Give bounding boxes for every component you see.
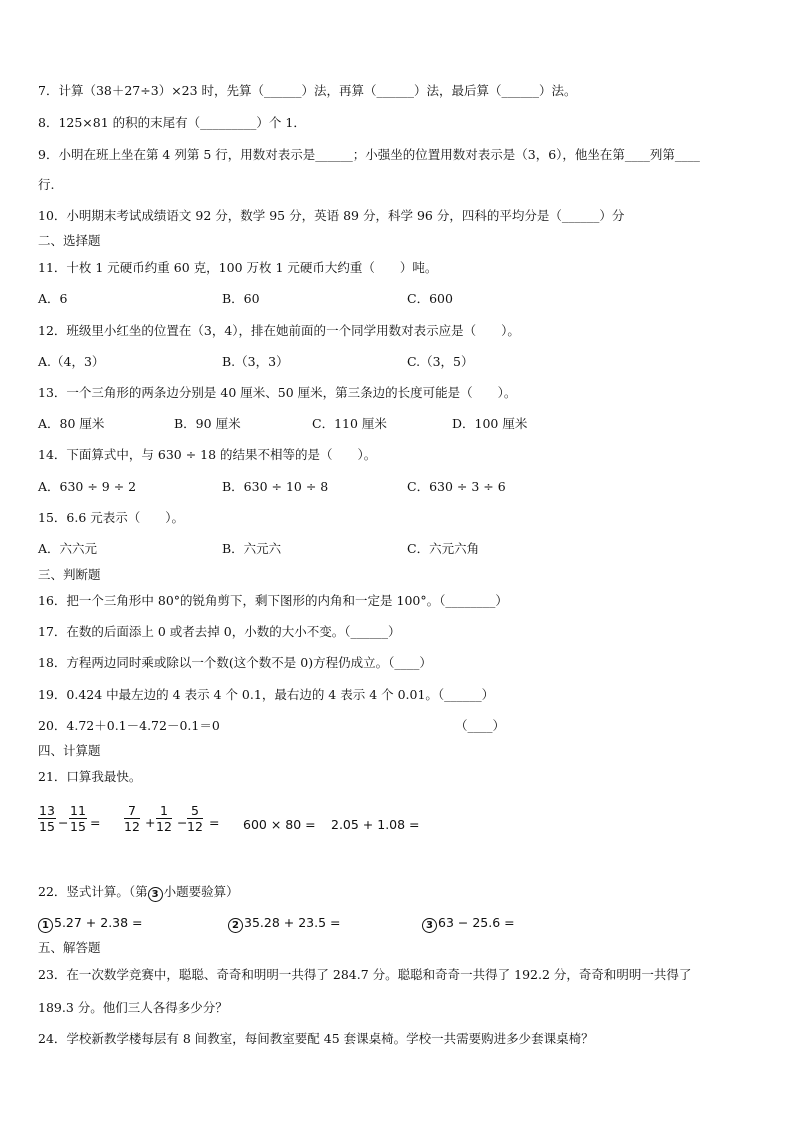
minus-sign: − xyxy=(177,815,188,830)
q13-option-b: B．90 厘米 xyxy=(174,416,241,431)
circled-number-icon: 2 xyxy=(228,918,243,933)
q22-item-3: 3 63 − 25.6 = xyxy=(422,915,515,933)
q14-option-a: A．630 ÷ 9 ÷ 2 xyxy=(38,479,137,494)
question-12: 12．班级里小红坐的位置在（3，4），排在她前面的一个同学用数对表示应是（ ）。 xyxy=(38,323,520,338)
q22-item-1: 1 5.27 + 2.38 = xyxy=(38,915,143,933)
question-9-line1: 9．小明在班上坐在第 4 列第 5 行，用数对表示是______；小强坐的位置用数对表示是（3，6），他坐在第____列第____ xyxy=(38,147,700,162)
section-heading-judgement: 三、判断题 xyxy=(38,567,101,582)
minus-sign: − xyxy=(58,815,69,830)
question-11: 11．十枚 1 元硬币约重 60 克，100 万枚 1 元硬币大约重（ ）吨。 xyxy=(38,260,438,275)
question-16: 16．把一个三角形中 80°的锐角剪下，剩下图形的内角和一定是 100°。（________） xyxy=(38,593,508,608)
q12-option-c: C.（3，5） xyxy=(407,354,474,369)
q13-option-c: C．110 厘米 xyxy=(312,416,387,431)
question-15: 15．6.6 元表示（ ）。 xyxy=(38,510,185,525)
circled-number-icon: 1 xyxy=(38,918,53,933)
question-14: 14．下面算式中，与 630 ÷ 18 的结果不相等的是（ ）。 xyxy=(38,447,377,462)
q14-option-b: B．630 ÷ 10 ÷ 8 xyxy=(222,479,329,494)
fraction-13-15: $\frac{13}{15}$ xyxy=(39,803,55,834)
q12-option-b: B.（3，3） xyxy=(222,354,289,369)
question-22-text-b: 小题要验算） xyxy=(163,884,239,899)
plus-sign: + xyxy=(145,815,156,830)
q15-option-a: A．六六元 xyxy=(38,541,98,556)
fraction-11-15: $\frac{11}{15}$ xyxy=(70,803,86,834)
section-heading-application: 五、解答题 xyxy=(38,940,101,955)
question-10: 10．小明期末考试成绩语文 92 分，数学 95 分，英语 89 分，科学 96 分，四科的平均分是（______）分 xyxy=(38,208,625,223)
question-7: 7．计算（38＋27÷3）×23 时，先算（______）法，再算（______）法，最后算（______）法。 xyxy=(38,83,577,98)
q11-option-b: B．60 xyxy=(222,291,260,306)
section-heading-calculation: 四、计算题 xyxy=(38,743,101,758)
question-20: 20．4.72＋0.1－4.72－0.1＝0 xyxy=(38,718,220,733)
question-23-line2: 189.3 分。他们三人各得多少分？ xyxy=(38,1000,228,1015)
fraction-5-12: $\frac{5}{12}$ xyxy=(187,803,203,834)
question-22 xyxy=(38,884,239,902)
equals-sign: = xyxy=(209,815,220,830)
q11-option-a: A．6 xyxy=(38,291,68,306)
question-19: 19．0.424 中最左边的 4 表示 4 个 0.1，最右边的 4 表示 4 个 0.01。（______） xyxy=(38,687,495,702)
expression-2.05+1.08: 2.05 + 1.08 = xyxy=(331,817,420,832)
q13-option-d: D．100 厘米 xyxy=(452,416,528,431)
question-23-line1: 23．在一次数学竞赛中，聪聪、奇奇和明明一共得了 284.7 分。聪聪和奇奇一共得了 192.2 分，奇奇和明明一共得了 xyxy=(38,967,692,982)
question-21: 21．口算我最快。 xyxy=(38,769,142,784)
question-18: 18．方程两边同时乘或除以一个数(这个数不是 0)方程仍成立。（____） xyxy=(38,655,432,670)
question-13: 13．一个三角形的两条边分别是 40 厘米、50 厘米，第三条边的长度可能是（ ）。 xyxy=(38,385,517,400)
question-8: 8．125×81 的积的末尾有（_________）个 1． xyxy=(38,115,306,130)
fraction-1-12: $\frac{1}{12}$ xyxy=(156,803,172,834)
q11-option-c: C．600 xyxy=(407,291,453,306)
section-heading-choice: 二、选择题 xyxy=(38,233,101,248)
question-20-blank: （____） xyxy=(455,718,506,733)
question-9-line2: 行. xyxy=(38,177,55,192)
question-22-text-a: 22．竖式计算。（第 xyxy=(38,884,148,899)
equals-sign: = xyxy=(90,815,101,830)
circled-number-icon: 3 xyxy=(148,887,163,902)
q12-option-a: A.（4，3） xyxy=(38,354,105,369)
circled-number-icon: 3 xyxy=(422,918,437,933)
q15-option-b: B．六元六 xyxy=(222,541,282,556)
fraction-7-12: $\frac{7}{12}$ xyxy=(124,803,140,834)
q14-option-c: C．630 ÷ 3 ÷ 6 xyxy=(407,479,506,494)
q15-option-c: C．六元六角 xyxy=(407,541,480,556)
expression-600x80: 600 × 80 = xyxy=(243,817,316,832)
q22-item-2: 2 35.28 + 23.5 = xyxy=(228,915,340,933)
q13-option-a: A．80 厘米 xyxy=(38,416,105,431)
question-24: 24．学校新教学楼每层有 8 间教室，每间教室要配 45 套课桌椅。学校一共需要购进多少套课桌椅？ xyxy=(38,1031,594,1046)
question-17: 17．在数的后面添上 0 或者去掉 0，小数的大小不变。（______） xyxy=(38,624,401,639)
